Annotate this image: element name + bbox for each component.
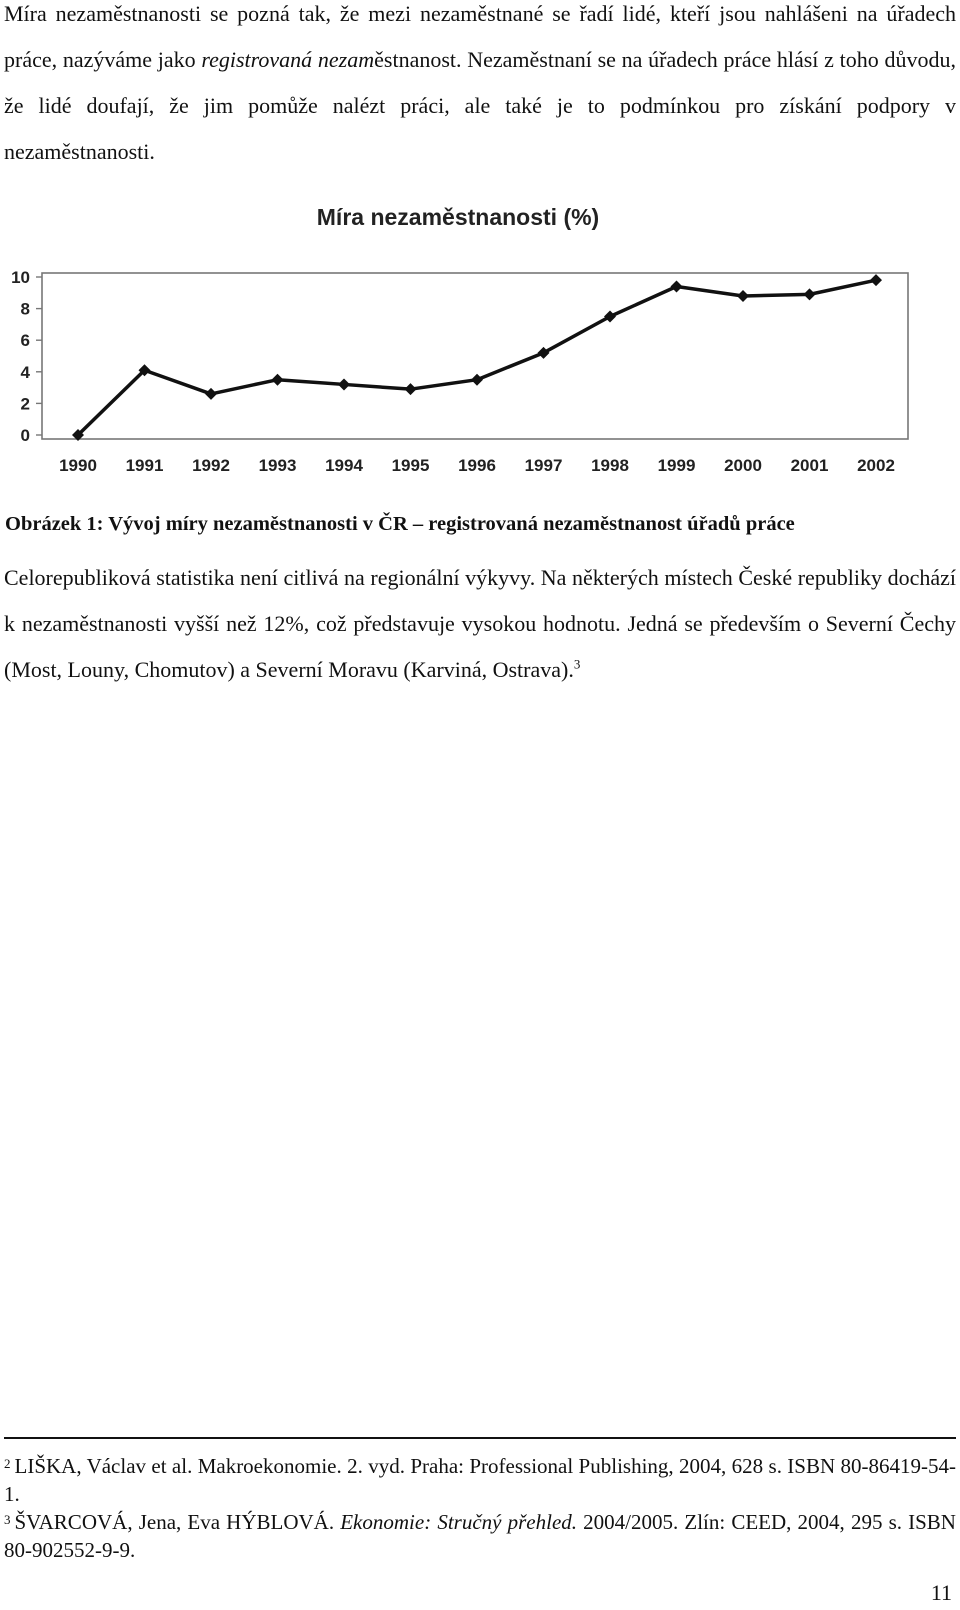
x-tick-label: 2000 <box>724 456 762 475</box>
data-point-marker <box>205 388 217 400</box>
data-point-marker <box>272 374 284 386</box>
footnote-separator <box>4 1437 956 1439</box>
y-tick-label: 0 <box>20 426 30 445</box>
data-point-marker <box>671 280 683 292</box>
data-point-marker <box>338 378 350 390</box>
footnote-ref-3[interactable]: 3 <box>573 656 581 672</box>
footnote-text-publication: 2004/2005. Zlín: CEED, 2004, 295 s. ISBN 80-902552-9-9. <box>4 1510 956 1562</box>
x-tick-label: 1999 <box>657 456 696 475</box>
unemployment-chart <box>0 195 960 485</box>
y-tick-label: 6 <box>20 331 30 351</box>
data-point-marker <box>804 288 816 300</box>
x-tick-label: 1994 <box>325 456 363 475</box>
footnote-text: LIŠKA, Václav et al. Makroekonomie. 2. vyd. Praha: Professional Publishing, 2004, 628 s. ISBN 80-86419-54-1. <box>4 1454 956 1506</box>
plot-area-frame <box>42 273 908 439</box>
footnote-3 <box>4 1508 956 1564</box>
chart-title: Míra nezaměstnanosti (%) <box>316 204 600 230</box>
data-point-marker <box>471 374 483 386</box>
x-tick-label: 1990 <box>59 456 97 475</box>
x-tick-label: 2001 <box>790 456 829 475</box>
intro-text-1: Míra nezaměstnanosti se pozná tak, že mezi nezaměstnané se řadí lidé, kteří jsou nahlášeni na úřadech práce, nazýváme jako <box>4 1 956 72</box>
series-line <box>78 280 876 435</box>
regional-paragraph <box>4 555 956 693</box>
y-tick-label: 4 <box>20 362 30 382</box>
intro-italic-term: registrovaná nezam <box>201 47 375 72</box>
x-tick-label: 1995 <box>391 456 430 475</box>
data-point-marker <box>737 290 749 302</box>
intro-paragraph <box>4 0 956 175</box>
data-point-marker <box>870 274 882 286</box>
page-number: 11 <box>930 1580 952 1605</box>
y-axis-ticks <box>11 268 42 445</box>
y-tick-label: 2 <box>20 394 30 414</box>
y-tick-label: 8 <box>20 299 30 319</box>
footnote-number: 3 <box>4 1512 11 1527</box>
intro-text-2: ěstnanost. Nezaměstnaní se na úřadech práce hlásí z toho důvodu, že lidé doufají, že jim pomůže nalézt práci, ale také je to podmínkou pro získání podpory v nezaměstnanosti. <box>4 47 956 164</box>
x-tick-label: 1998 <box>591 456 629 475</box>
x-axis-ticks <box>59 456 895 475</box>
x-tick-label: 1997 <box>524 456 563 475</box>
data-points <box>72 274 882 441</box>
footnote-text-authors: ŠVARCOVÁ, Jena, Eva HÝBLOVÁ. <box>14 1510 341 1534</box>
x-tick-label: 1992 <box>192 456 230 475</box>
footnote-2 <box>4 1452 956 1508</box>
figure-caption: Obrázek 1: Vývoj míry nezaměstnanosti v ČR – registrovaná nezaměstnanost úřadů práce <box>5 513 795 535</box>
x-tick-label: 2002 <box>857 456 895 475</box>
x-tick-label: 1991 <box>125 456 164 475</box>
y-tick-label: 10 <box>11 268 30 287</box>
footnote-number: 2 <box>4 1456 11 1471</box>
footnote-text-title: Ekonomie: Stručný přehled. <box>340 1510 578 1534</box>
x-tick-label: 1993 <box>258 456 297 475</box>
x-tick-label: 1996 <box>458 456 496 475</box>
regional-text: Celorepubliková statistika není citlivá na regionální výkyvy. Na některých místech České republiky dochází k nezaměstnanosti vyšší než 12%, což představuje vysokou hodnotu. Jedná se především o Severní Čechy (Most, Louny, Chomutov) a Severní Moravu (Karviná, Ostrava). <box>4 565 956 682</box>
data-point-marker <box>405 383 417 395</box>
